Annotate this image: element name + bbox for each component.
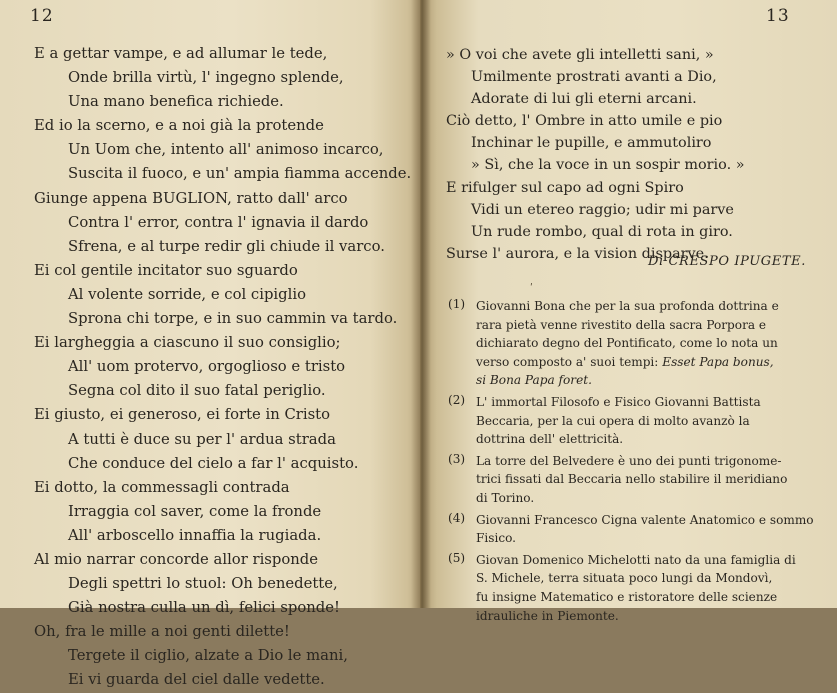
- footnote-line: dichiarato degno del Pontificato, come lo nota un: [476, 336, 778, 351]
- footnote-line: verso composto a' suoi tempi: Esset Papa bonus,: [476, 354, 774, 369]
- left-page: [0, 0, 420, 689]
- verse-line: Degli spettri lo stuol: Oh benedette,: [68, 575, 338, 593]
- verse-line: Ed io la scerno, e a noi già la protende: [34, 117, 324, 135]
- latin-quote: Esset Papa bonus,: [662, 354, 774, 369]
- footnote-mark: (1): [448, 297, 466, 311]
- page-number-right: 13: [766, 6, 790, 26]
- verse-line: Ei largheggia a ciascuno il suo consiglio;: [34, 334, 341, 352]
- verse-line: Un Uom che, intento all' animoso incarco,: [68, 141, 384, 159]
- author-signature: Di CRESPO IPUGETE.: [648, 254, 806, 269]
- footnote-line: dottrina dell' elettricità.: [476, 432, 624, 447]
- footnote-mark: (2): [448, 392, 466, 407]
- verse-line: Irraggia col saver, come la fronde: [68, 502, 322, 520]
- footnote-line: S. Michele, terra situata poco lungi da Mondovì,: [476, 571, 773, 586]
- footnote-line: fu insigne Matematico e ristoratore delle scienze: [476, 589, 778, 604]
- footnote-line: trici fissati dal Beccaria nello stabilire il meridiano: [476, 472, 788, 487]
- verse-line: Sprona chi torpe, e in suo cammin va tardo.: [68, 310, 398, 328]
- book-gutter: [411, 0, 431, 608]
- footnote-line: Beccaria, per la cui opera di molto avanzò la: [476, 413, 750, 428]
- footnote: [448, 393, 818, 449]
- verse-line: Oh, fra le mille a noi genti dilette!: [34, 623, 290, 641]
- footnote-line: si Bona Papa foret.: [476, 373, 592, 388]
- verse-line: E rifulger sul capo ad ogni Spiro: [446, 179, 684, 196]
- left-verse-block: [34, 42, 414, 693]
- footnote-line: Fisico.: [476, 531, 517, 546]
- verse-line: Ei dotto, la commessagli contrada: [34, 478, 290, 496]
- footnote-line: rara pietà venne rivestito della sacra Porpora e: [476, 317, 767, 332]
- footnote-line: Giovanni Bona che per la sua profonda dottrina e: [476, 299, 779, 313]
- verse-line: Giunge appena BUGLION, ratto dall' arco: [34, 189, 348, 207]
- verse-line: All' uom protervo, orgoglioso e tristo: [68, 358, 346, 376]
- verse-line: Al mio narrar concorde allor risponde: [34, 550, 319, 568]
- verse-line: Che conduce del cielo a far l' acquisto.: [68, 454, 359, 472]
- verse-line: » Sì, che la voce in un sospir morio. »: [471, 157, 745, 174]
- verse-line: Già nostra culla un dì, felici sponde!: [68, 599, 340, 617]
- verse-line: E a gettar vampe, e ad allumar le tede,: [34, 45, 328, 62]
- footnote-line: Giovan Domenico Michelotti nato da una famiglia di: [476, 552, 796, 567]
- verse-line: Onde brilla virtù, l' ingegno splende,: [68, 69, 344, 87]
- verse-line: Sfrena, e al turpe redir gli chiude il varco.: [68, 237, 385, 255]
- footnote-mark: (4): [448, 510, 466, 525]
- verse-line: Tergete il ciglio, alzate a Dio le mani,: [68, 647, 348, 665]
- verse-line: Segna col dito il suo fatal periglio.: [68, 382, 326, 400]
- verse-line: Suscita il fuoco, e un' ampia fiamma accende.: [68, 165, 412, 183]
- verse-line: Inchinar le pupille, e ammutoliro: [471, 135, 712, 152]
- verse-line: Al volente sorride, e col cipiglio: [68, 285, 306, 303]
- verse-line: Vidi un etereo raggio; udir mi parve: [471, 201, 734, 218]
- verse-line: Un rude rombo, qual di rota in giro.: [471, 223, 733, 240]
- footnote: [448, 452, 818, 508]
- verse-line: Una mano benefica richiede.: [68, 93, 284, 111]
- verse-line: A tutti è duce su per l' ardua strada: [68, 430, 336, 448]
- footnote-line: Giovanni Francesco Cigna valente Anatomico e sommo: [476, 512, 814, 527]
- verse-line: » O voi che avete gli intelletti sani, »: [446, 47, 714, 63]
- footnote: [448, 297, 818, 390]
- footnote: [448, 551, 818, 625]
- page-number-left: 12: [30, 6, 54, 26]
- verse-line: Ei vi guarda del ciel dalle vedette.: [68, 671, 325, 689]
- footnote-line: La torre del Belvedere è uno dei punti trigonome-: [476, 453, 782, 468]
- verse-line: Ei giusto, ei generoso, ei forte in Cristo: [34, 406, 331, 424]
- verse-line: Surse l' aurora, e la vision disparve.: [446, 245, 709, 262]
- verse-line: Adorate di lui gli eterni arcani.: [471, 91, 697, 108]
- footnote-mark: (5): [448, 550, 466, 565]
- verse-line: Ei col gentile incitator suo sguardo: [34, 261, 298, 279]
- verse-line: Ciò detto, l' Ombre in atto umile e pio: [446, 113, 723, 130]
- footnote: [448, 511, 818, 548]
- footnotes: [448, 297, 818, 625]
- separator-mark: ʹ: [530, 283, 533, 294]
- right-page: [420, 0, 837, 623]
- footnote-mark: (3): [448, 451, 466, 466]
- footnote-line: L' immortal Filosofo e Fisico Giovanni Battista: [476, 394, 761, 409]
- verse-line: All' arboscello innaffia la rugiada.: [68, 526, 322, 544]
- verse-line: Umilmente prostrati avanti a Dio,: [471, 69, 717, 86]
- verse-line: Contra l' error, contra l' ignavia il dardo: [68, 213, 369, 231]
- right-verse-block: [446, 44, 826, 265]
- footnote-line: idrauliche in Piemonte.: [476, 608, 619, 623]
- footnote-line: di Torino.: [476, 490, 535, 505]
